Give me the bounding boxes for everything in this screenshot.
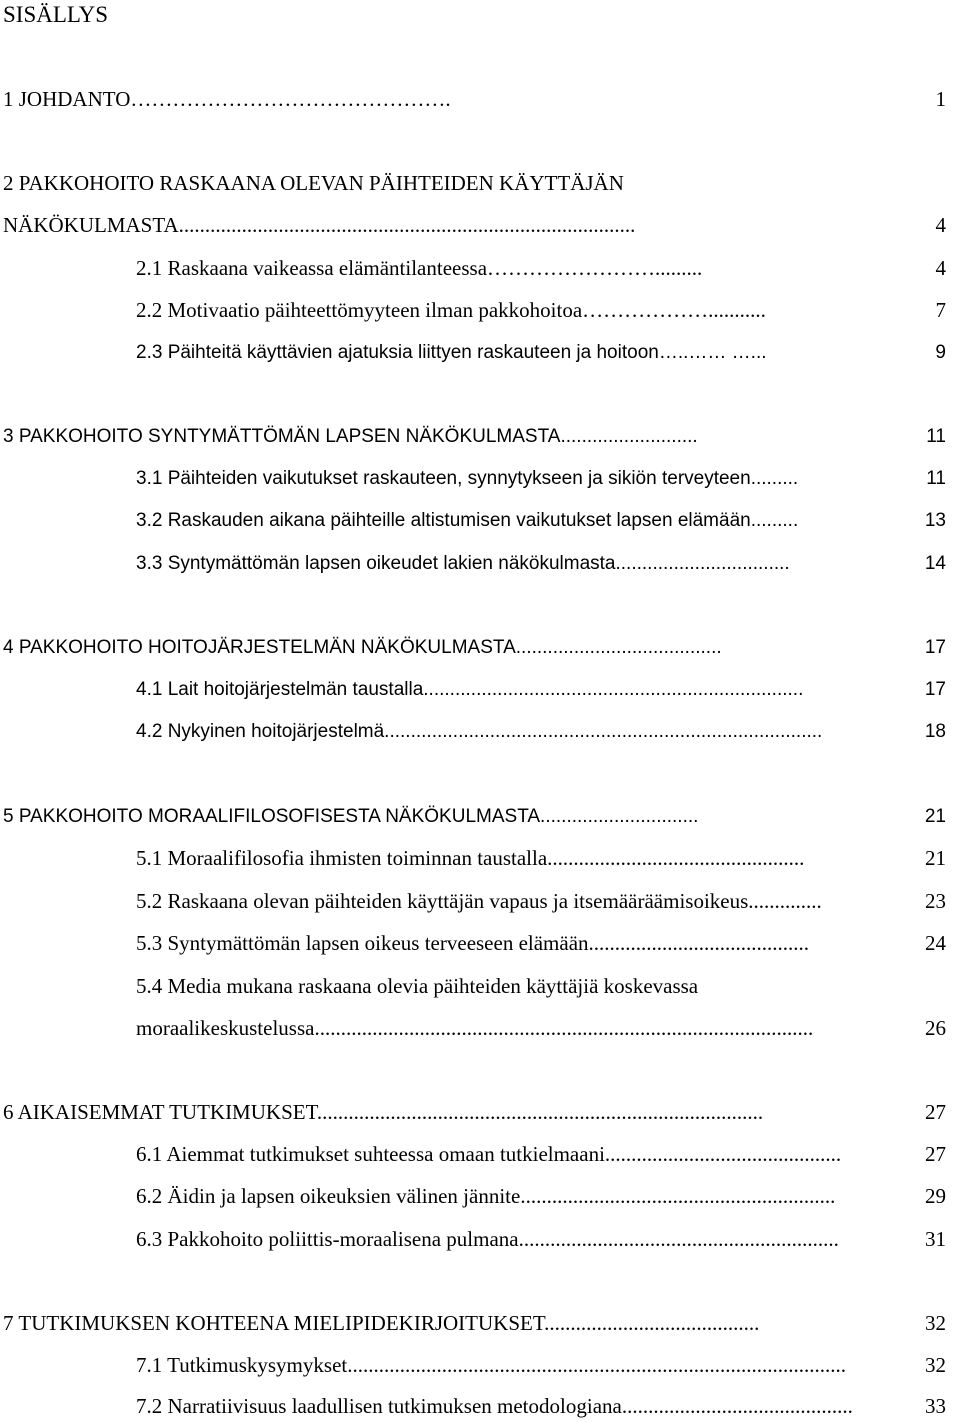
toc-entry-page: 33 (925, 1394, 946, 1418)
toc-entry-3-1 (136, 464, 946, 494)
toc-entry-text: NÄKÖKULMASTA....................................................................................... (3, 213, 636, 237)
toc-entry-page: 29 (925, 1184, 946, 1208)
toc-entry-text: 6.3 Pakkohoito poliittis-moraalisena pulmana............................................................. (136, 1227, 839, 1251)
toc-entry-text: 4.2 Nykyinen hoitojärjestelmä................................................................................... (136, 721, 823, 742)
toc-entry-page: 17 (924, 637, 946, 658)
toc-entry-page: 32 (925, 1353, 946, 1377)
toc-entry-text: 5 PAKKOHOITO MORAALIFILOSOFISESTA NÄKÖKULMASTA.............................. (3, 806, 699, 827)
toc-entry-5-4 (136, 971, 946, 1001)
toc-entry-5 (3, 802, 946, 832)
toc-entry-page: 14 (924, 553, 946, 574)
page-title: SISÄLLYS (3, 2, 109, 27)
toc-entry-text: 3.1 Päihteiden vaikutukset raskauteen, synnytykseen ja sikiön terveyteen......... (136, 468, 799, 489)
toc-entry-1 (3, 84, 946, 114)
toc-entry-7 (3, 1308, 946, 1338)
toc-entry-4-1 (136, 675, 946, 705)
toc-entry-6-1 (136, 1139, 946, 1169)
toc-entry-text: 2.3 Päihteitä käyttävien ajatuksia liittyen raskauteen ja hoitoon…..…… …... (136, 342, 767, 363)
toc-entry-page: 13 (924, 510, 946, 531)
toc-entry-text: 5.1 Moraalifilosofia ihmisten toiminnan taustalla................................................. (136, 846, 805, 870)
toc-entry-2-2 (136, 295, 946, 325)
toc-entry-5-4-cont (136, 1013, 946, 1043)
toc-entry-page: 18 (924, 721, 946, 742)
toc-entry-page: 23 (925, 889, 946, 913)
toc-entry-text: 6.1 Aiemmat tutkimukset suhteessa omaan tutkielmaani............................................. (136, 1142, 842, 1166)
toc-entry-page: 31 (925, 1227, 946, 1251)
toc-entry-2-1 (136, 253, 946, 283)
toc-entry-text: 5.2 Raskaana olevan päihteiden käyttäjän vapaus ja itsemääräämisoikeus.............. (136, 889, 822, 913)
toc-entry-2-cont (3, 210, 946, 240)
toc-entry-text: 5.4 Media mukana raskaana olevia päihteiden käyttäjiä koskevassa (136, 974, 699, 998)
toc-entry-text: 2.1 Raskaana vaikeassa elämäntilanteessa……………………......... (136, 256, 703, 280)
toc-entry-page: 7 (935, 298, 946, 322)
toc-entry-text: 7.2 Narratiivisuus laadullisen tutkimuksen metodologiana............................................ (136, 1394, 853, 1418)
toc-entry-page: 27 (925, 1100, 946, 1124)
toc-entry-page: 27 (925, 1142, 946, 1166)
toc-entry-text: 2.2 Motivaatio päihteettömyyteen ilman pakkohoitoa………………........... (136, 298, 766, 322)
toc-entry-text: 1 JOHDANTO………………………………………. (3, 87, 451, 111)
toc-entry-3-3 (136, 549, 946, 579)
toc-entry-6-2 (136, 1181, 946, 1211)
toc-entry-page: 11 (926, 468, 946, 489)
toc-entry-6-3 (136, 1224, 946, 1254)
toc-entry-page: 17 (924, 679, 946, 700)
toc-entry-text: 4 PAKKOHOITO HOITOJÄRJESTELMÄN NÄKÖKULMASTA....................................... (3, 637, 722, 658)
toc-entry-page: 21 (924, 806, 946, 827)
toc-entry-7-2 (136, 1391, 946, 1421)
toc-entry-text: 5.3 Syntymättömän lapsen oikeus terveeseen elämään.......................................... (136, 931, 810, 955)
toc-entry-text: 2 PAKKOHOITO RASKAANA OLEVAN PÄIHTEIDEN KÄYTTÄJÄN (3, 171, 624, 195)
toc-entry-2 (3, 168, 946, 198)
toc-entry-5-1 (136, 843, 946, 873)
toc-entry-text: 6.2 Äidin ja lapsen oikeuksien välinen jännite............................................................ (136, 1184, 836, 1208)
toc-entry-text: 4.1 Lait hoitojärjestelmän taustalla........................................................................ (136, 679, 804, 700)
toc-entry-text: 6 AIKAISEMMAT TUTKIMUKSET..................................................................................... (3, 1100, 764, 1124)
toc-entry-page: 4 (935, 213, 946, 237)
toc-entry-page: 9 (935, 342, 946, 363)
toc-entry-page: 11 (926, 426, 946, 447)
toc-entry-page: 1 (935, 87, 946, 111)
toc-entry-5-3 (136, 928, 946, 958)
toc-entry-text: moraalikeskustelussa............................................................................................... (136, 1016, 814, 1040)
toc-entry-page: 24 (925, 931, 946, 955)
toc-entry-6 (3, 1097, 946, 1127)
toc-entry-page: 32 (925, 1311, 946, 1335)
toc-entry-4 (3, 633, 946, 663)
toc-entry-page: 21 (925, 846, 946, 870)
toc-entry-text: 3 PAKKOHOITO SYNTYMÄTTÖMÄN LAPSEN NÄKÖKULMASTA.......................... (3, 426, 698, 447)
toc-entry-text: 7 TUTKIMUKSEN KOHTEENA MIELIPIDEKIRJOITUKSET......................................... (3, 1311, 760, 1335)
toc-entry-7-1 (136, 1350, 946, 1380)
toc-entry-page: 26 (925, 1016, 946, 1040)
toc-entry-3-2 (136, 506, 946, 536)
toc-entry-text: 3.3 Syntymättömän lapsen oikeudet lakien näkökulmasta................................. (136, 553, 790, 574)
toc-entry-5-2 (136, 886, 946, 916)
toc-entry-2-3 (136, 338, 946, 368)
toc-entry-3 (3, 422, 946, 452)
toc-entry-text: 3.2 Raskauden aikana päihteille altistumisen vaikutukset lapsen elämään......... (136, 510, 799, 531)
toc-entry-4-2 (136, 717, 946, 747)
toc-entry-text: 7.1 Tutkimuskysymykset............................................................................................... (136, 1353, 846, 1377)
toc-entry-page: 4 (935, 256, 946, 280)
